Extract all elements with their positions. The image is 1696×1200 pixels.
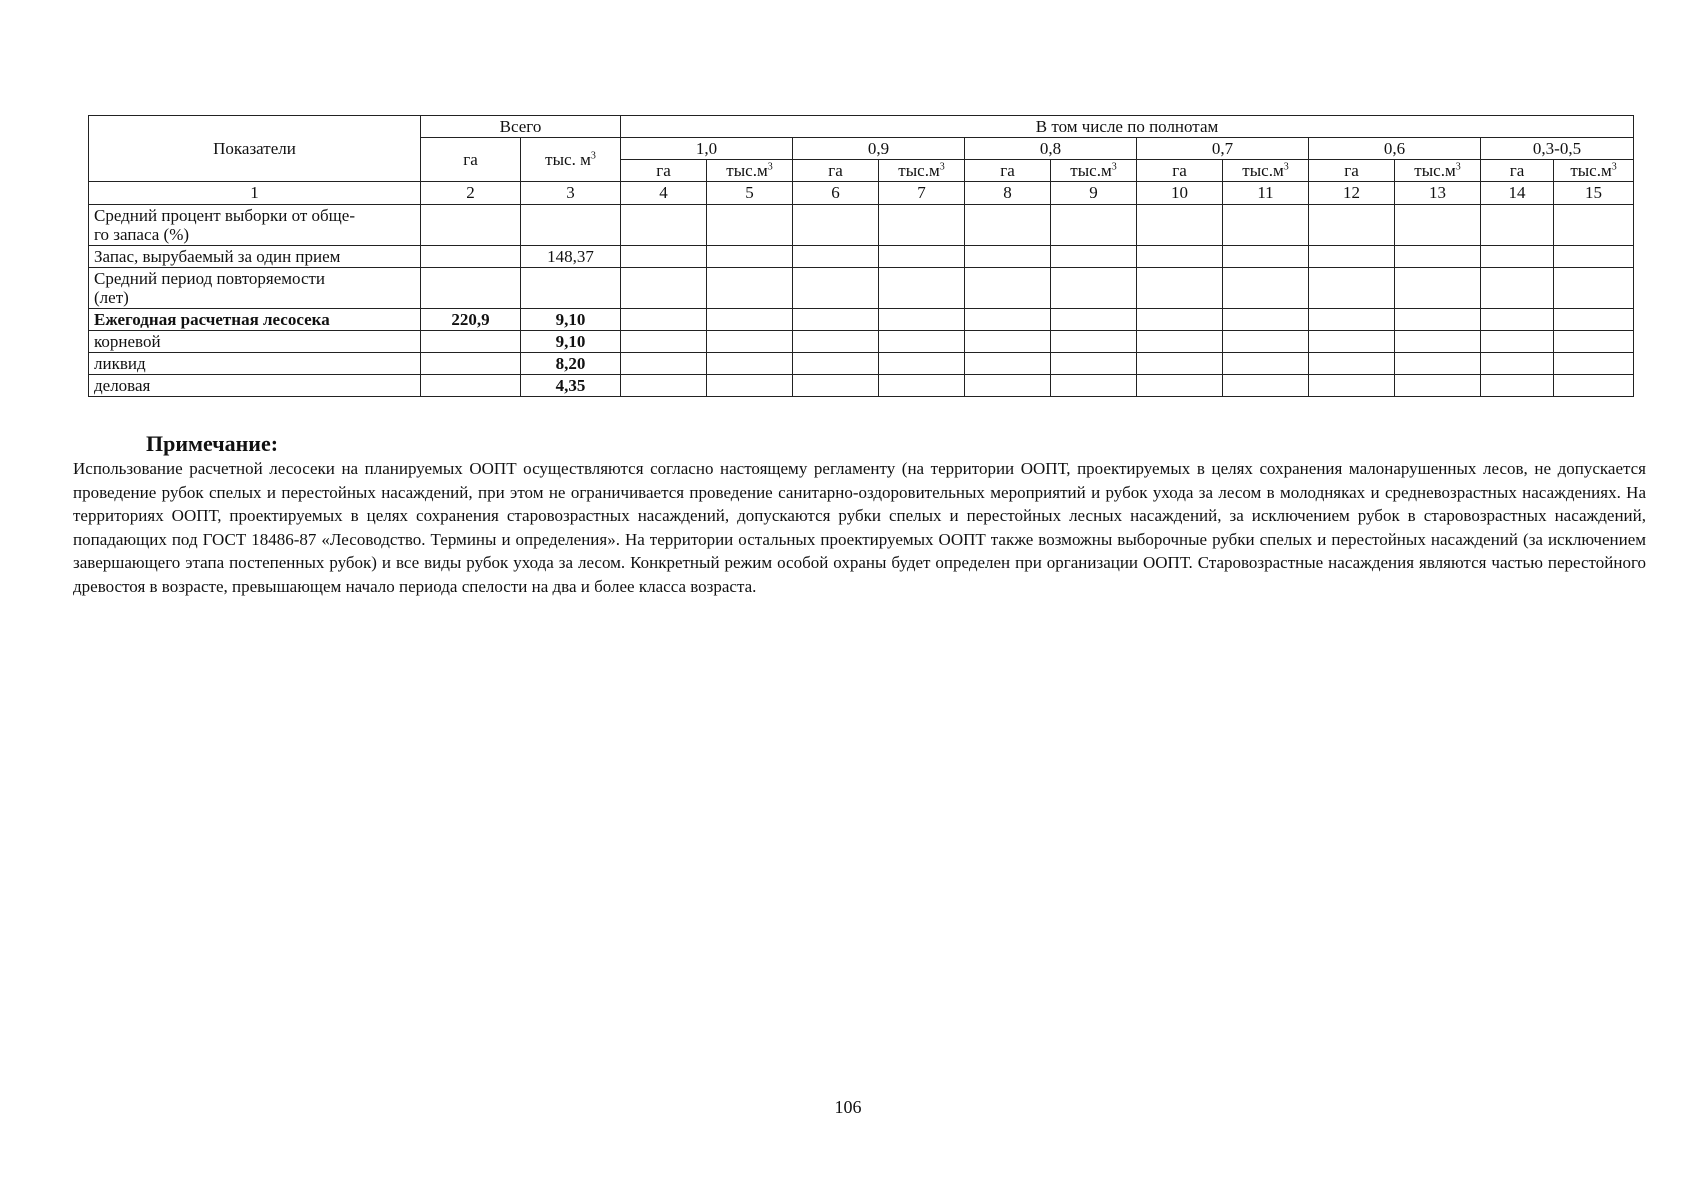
column-number: 11 [1223,182,1309,205]
total-ha-cell [421,268,521,309]
density-cell [1395,375,1481,397]
density-cell [1395,246,1481,268]
density-cell [707,331,793,353]
header-density-ha-4: га [1309,160,1395,182]
column-number: 8 [965,182,1051,205]
density-cell [1137,309,1223,331]
density-cell [1481,331,1554,353]
density-cell [707,268,793,309]
header-density-ha-3: га [1137,160,1223,182]
density-cell [621,375,707,397]
header-density-volume-0 [707,160,793,182]
row-label-line: Запас, вырубаемый за один прием [94,247,341,266]
total-volume-cell [521,205,621,246]
total-volume-cell: 9,10 [521,331,621,353]
header-density-volume-2 [1051,160,1137,182]
density-cell [793,246,879,268]
felling-table [88,115,1634,397]
column-number: 13 [1395,182,1481,205]
density-cell [707,309,793,331]
header-density-0: 1,0 [621,138,793,160]
unit-superscript: 3 [1111,161,1117,173]
density-cell [1051,268,1137,309]
density-cell [1309,353,1395,375]
row-label-line: (лет) [94,288,129,307]
table-row [89,246,1634,268]
density-cell [965,246,1051,268]
density-cell [965,205,1051,246]
density-cell [1223,246,1309,268]
density-cell [1223,309,1309,331]
density-cell [1223,353,1309,375]
density-cell [1554,353,1634,375]
row-label-line: Средний период повторяемости [94,269,326,288]
header-density-ha-1: га [793,160,879,182]
total-ha-cell [421,353,521,375]
header-density-5: 0,3-0,5 [1481,138,1634,160]
density-cell [1137,246,1223,268]
density-cell [1395,268,1481,309]
unit-text: тыс. м [545,150,591,169]
total-ha-cell [421,375,521,397]
density-cell [1481,205,1554,246]
density-cell [879,309,965,331]
density-cell [1554,246,1634,268]
density-cell [879,375,965,397]
header-density-2: 0,8 [965,138,1137,160]
density-cell [707,205,793,246]
row-label [89,246,421,268]
header-density-4: 0,6 [1309,138,1481,160]
column-number: 2 [421,182,521,205]
density-cell [1309,309,1395,331]
density-cell [1137,205,1223,246]
row-label [89,205,421,246]
header-density-ha-0: га [621,160,707,182]
row-label-line: Ежегодная расчетная лесосека [94,310,330,329]
density-cell [793,268,879,309]
density-cell [1309,331,1395,353]
unit-text: тыс.м [1414,161,1456,180]
header-row-1 [89,116,1634,138]
density-cell [1051,353,1137,375]
density-cell [1051,205,1137,246]
total-ha-cell [421,331,521,353]
density-cell [1481,268,1554,309]
note-title: Примечание: [146,431,279,456]
density-cell [793,309,879,331]
row-label-line: деловая [94,376,151,395]
total-ha-cell: 220,9 [421,309,521,331]
density-cell [1137,268,1223,309]
unit-superscript: 3 [1611,161,1617,173]
header-density-3: 0,7 [1137,138,1309,160]
density-cell [621,205,707,246]
header-density-volume-3 [1223,160,1309,182]
density-cell [621,246,707,268]
row-label-line: корневой [94,332,161,351]
density-cell [1137,331,1223,353]
table-row [89,309,1634,331]
density-cell [965,375,1051,397]
row-label [89,331,421,353]
unit-text: тыс.м [1070,161,1112,180]
unit-superscript: 3 [1283,161,1289,173]
total-volume-cell: 4,35 [521,375,621,397]
density-cell [621,331,707,353]
density-cell [707,353,793,375]
density-cell [1395,331,1481,353]
row-label [89,268,421,309]
density-cell [1395,205,1481,246]
row-label [89,353,421,375]
table-row [89,353,1634,375]
density-cell [1309,268,1395,309]
density-cell [1051,331,1137,353]
density-cell [879,331,965,353]
density-cell [1137,353,1223,375]
density-cell [879,353,965,375]
total-volume-cell: 148,37 [521,246,621,268]
total-volume-cell [521,268,621,309]
density-cell [1309,246,1395,268]
density-cell [1481,375,1554,397]
header-density-volume-1 [879,160,965,182]
header-density-ha-2: га [965,160,1051,182]
header-total: Всего [421,116,621,138]
column-number: 4 [621,182,707,205]
note-text: Использование расчетной лесосеки на планируемых ООПТ осуществляются согласно настоящему регламенту (на территории ООПТ, проектируемых в целях сохранения малонарушенных лесов, не допускается проведение рубок спелых и перестойных насаждений, при этом не ограничивается проведение санитарно-оздоровительных мероприятий и рубок ухода за лесом в молодняках и средневозрастных насаждениях. На территориях ООПТ, проектируемых в целях сохранения старовозрастных насаждений, допускаются рубки спелых и перестойных лесных насаждений, за исключением рубок в старовозрастных насаждений, попадающих под ГОСТ 18486-87 «Лесоводство. Термины и определения». На территории остальных проектируемых ООПТ также возможны выборочные рубки спелых и перестойных насаждений (за исключением завершающего этапа постепенных рубок) и все виды рубок ухода за лесом. Конкретный режим особой охраны будет определен при организации ООПТ. Старовозрастные насаждения являются частью перестойного древостоя в возрасте, превышающем начало периода спелости на два и более класса возраста. [73,459,1646,596]
row-label-line: ликвид [94,354,146,373]
density-cell [621,353,707,375]
density-cell [793,205,879,246]
density-cell [793,353,879,375]
unit-text: тыс.м [1242,161,1284,180]
column-number: 14 [1481,182,1554,205]
total-volume-cell: 9,10 [521,309,621,331]
total-ha-cell [421,205,521,246]
density-cell [1309,375,1395,397]
column-number: 5 [707,182,793,205]
table-row [89,375,1634,397]
density-cell [1395,353,1481,375]
row-label-line: Средний процент выборки от обще- [94,206,355,225]
density-cell [707,375,793,397]
density-cell [793,375,879,397]
density-cell [793,331,879,353]
header-density-volume-5 [1554,160,1634,182]
density-cell [1309,205,1395,246]
unit-text: тыс.м [1570,161,1612,180]
density-cell [1481,309,1554,331]
header-indicator: Показатели [89,116,421,182]
unit-superscript: 3 [939,161,945,173]
density-cell [1051,375,1137,397]
column-number: 1 [89,182,421,205]
density-cell [1554,331,1634,353]
density-cell [1481,246,1554,268]
column-number: 15 [1554,182,1634,205]
row-label [89,375,421,397]
density-cell [621,268,707,309]
density-cell [1554,268,1634,309]
density-cell [965,268,1051,309]
table-row [89,331,1634,353]
column-number: 7 [879,182,965,205]
density-cell [621,309,707,331]
total-ha-cell [421,246,521,268]
unit-superscript: 3 [767,161,773,173]
column-number: 12 [1309,182,1395,205]
density-cell [879,205,965,246]
density-cell [879,268,965,309]
header-density-volume-4 [1395,160,1481,182]
unit-text: тыс.м [726,161,768,180]
unit-superscript: 3 [1455,161,1461,173]
row-label-line: го запаса (%) [94,225,190,244]
density-cell [1223,331,1309,353]
column-number-row [89,182,1634,205]
density-cell [1395,309,1481,331]
density-cell [1554,375,1634,397]
felling-table-container [88,115,1633,397]
column-number: 3 [521,182,621,205]
density-cell [1223,375,1309,397]
density-cell [707,246,793,268]
density-cell [965,353,1051,375]
density-cell [1223,205,1309,246]
table-row [89,268,1634,309]
density-cell [1051,309,1137,331]
total-volume-cell: 8,20 [521,353,621,375]
header-density-1: 0,9 [793,138,965,160]
density-cell [1223,268,1309,309]
density-cell [1554,205,1634,246]
row-label [89,309,421,331]
unit-superscript: 3 [590,150,596,162]
header-by-density: В том числе по полнотам [621,116,1634,138]
unit-text: тыс.м [898,161,940,180]
density-cell [1051,246,1137,268]
header-density-ha-5: га [1481,160,1554,182]
header-total-ha: га [421,138,521,182]
density-cell [1554,309,1634,331]
column-number: 10 [1137,182,1223,205]
table-row [89,205,1634,246]
density-cell [1481,353,1554,375]
density-cell [879,246,965,268]
column-number: 6 [793,182,879,205]
page-number: 106 [834,1097,862,1117]
density-cell [1137,375,1223,397]
header-total-volume [521,138,621,182]
density-cell [965,331,1051,353]
column-number: 9 [1051,182,1137,205]
density-cell [965,309,1051,331]
